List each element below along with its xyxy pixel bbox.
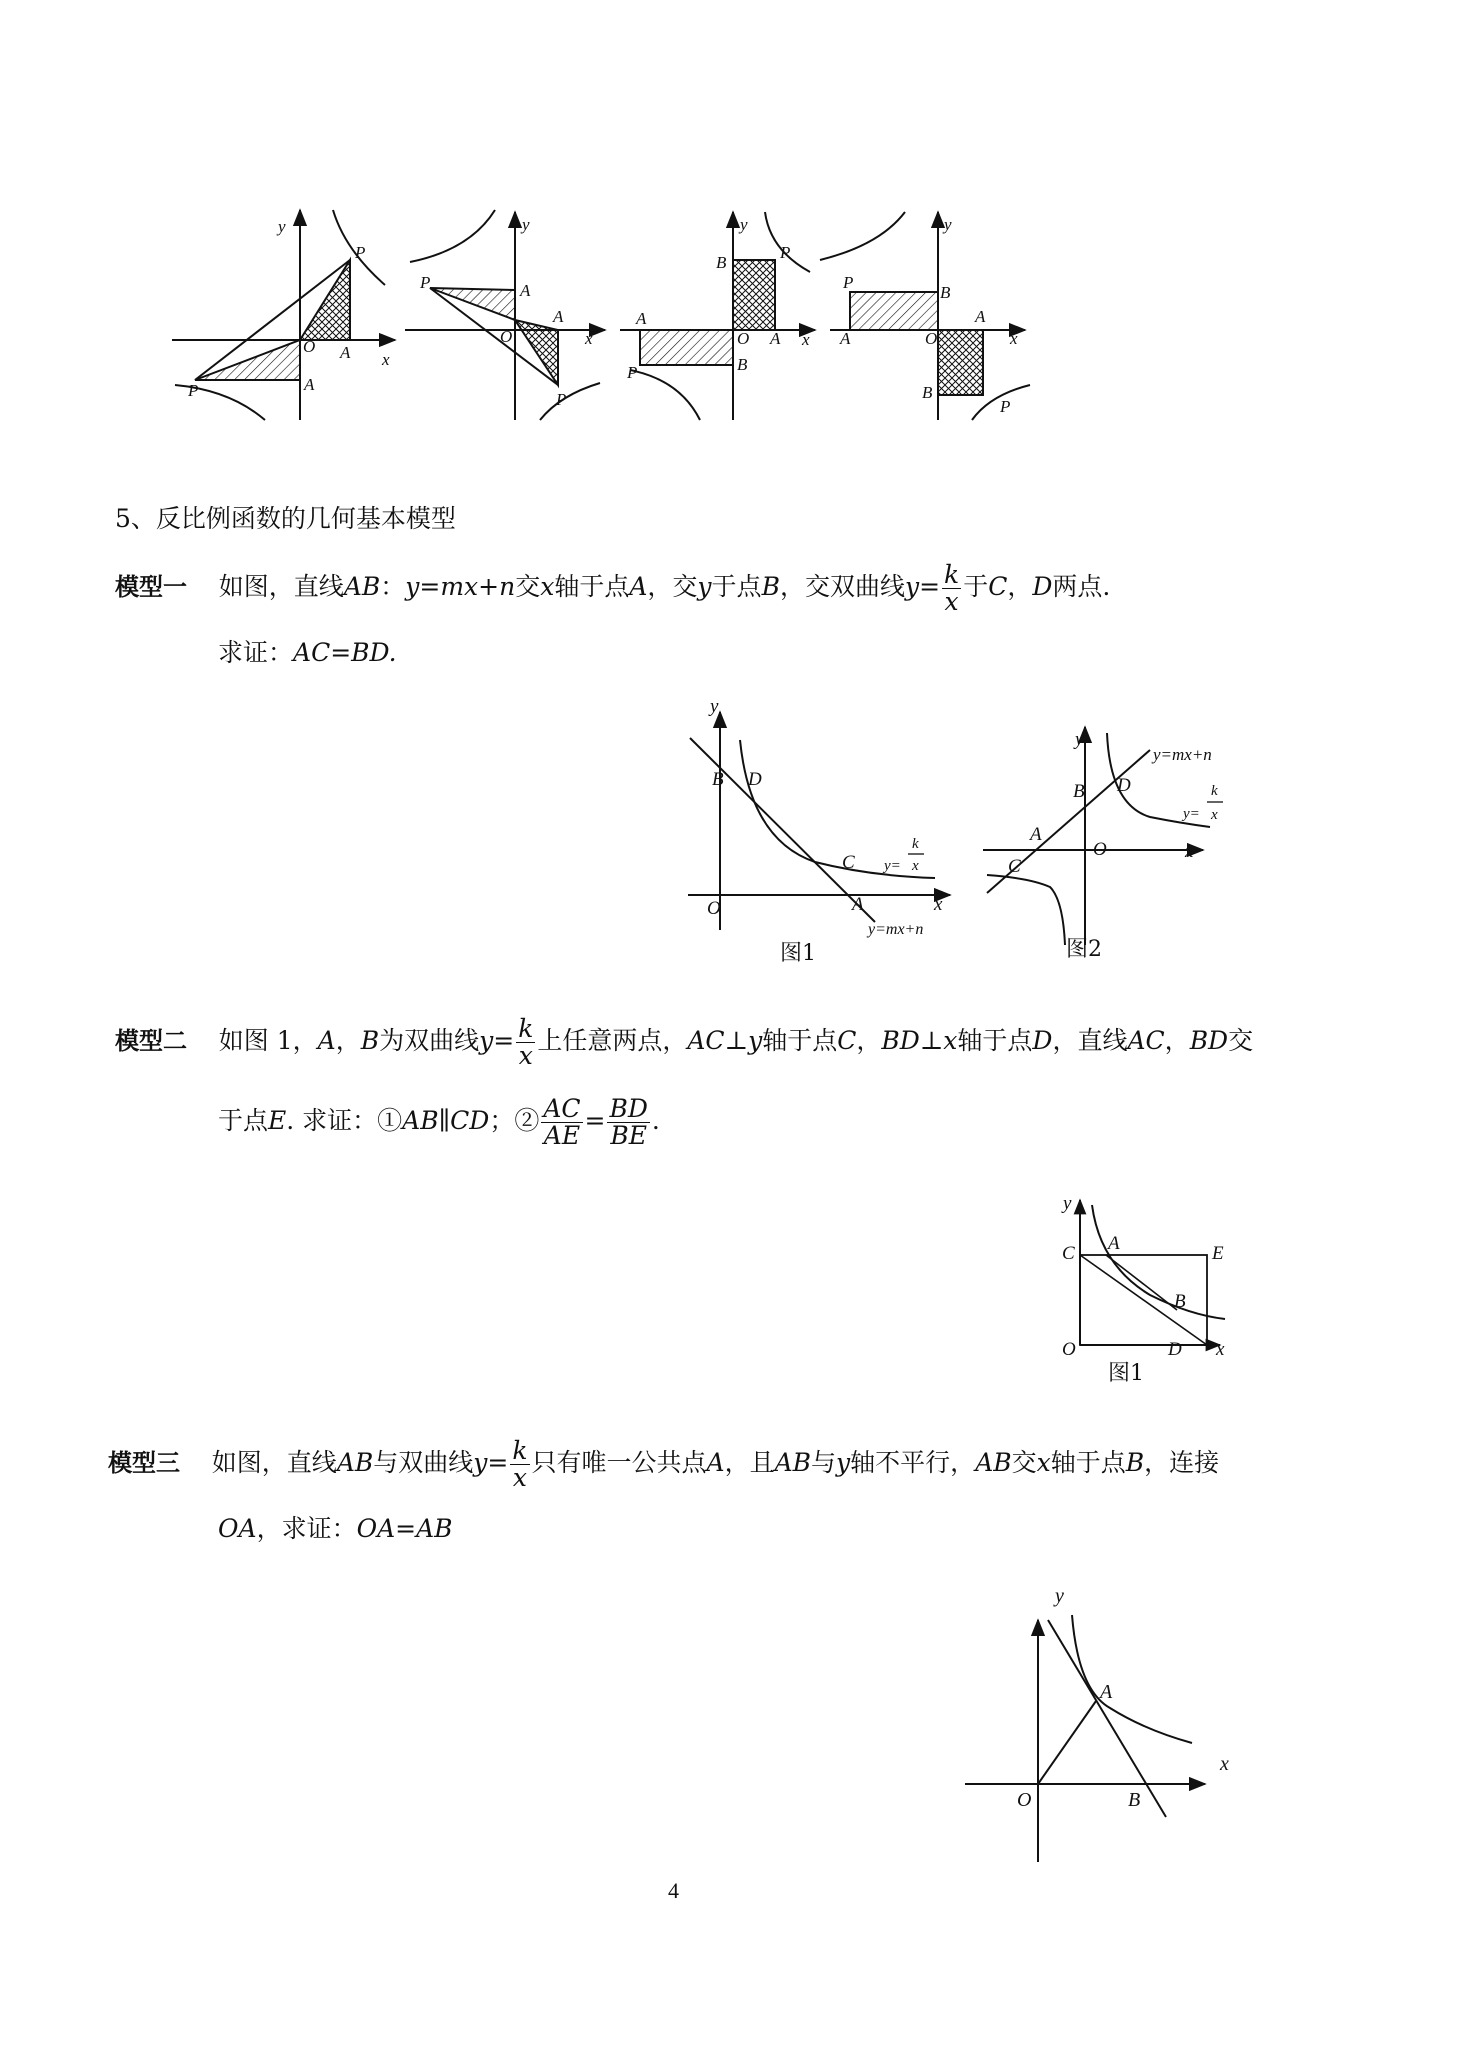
fig3-O: O bbox=[737, 329, 750, 348]
m3-text-b: 与双曲线 bbox=[373, 1448, 474, 1477]
m3-text-g: 交 bbox=[1011, 1448, 1037, 1477]
m2-text-h: 于点 bbox=[218, 1106, 269, 1135]
m2-ac: AC bbox=[1127, 1026, 1165, 1055]
m2-text-c: 上任意两点， bbox=[537, 1026, 688, 1055]
m2-text-g: 交 bbox=[1228, 1026, 1254, 1055]
m2f-c: C bbox=[1062, 1243, 1075, 1264]
m2f-a: A bbox=[1108, 1233, 1120, 1254]
m2-ac-perp: AC⊥y bbox=[687, 1026, 763, 1055]
fig3-A-left: A bbox=[636, 309, 647, 328]
m2-b: B bbox=[360, 1026, 380, 1055]
m1-fraction bbox=[942, 562, 961, 615]
m2-hyp-y: y= bbox=[479, 1026, 515, 1055]
model1-figure-1 bbox=[670, 696, 970, 970]
m3-x-den: x bbox=[512, 1463, 527, 1492]
m1f2-curve-y: y= bbox=[1183, 806, 1200, 822]
fig4-x: x bbox=[1010, 329, 1018, 348]
m1-text-d: ，交 bbox=[647, 572, 698, 601]
fig4-P-bottom: P bbox=[1000, 397, 1011, 416]
m3-text-j: ，求证： bbox=[256, 1514, 357, 1543]
m3f-x: x bbox=[1220, 1753, 1229, 1775]
m2-period: . bbox=[651, 1106, 660, 1135]
m3-text-i: ，连接 bbox=[1144, 1448, 1220, 1477]
m1-text-g: 于 bbox=[963, 572, 989, 601]
model2-fig-caption: 图1 bbox=[1108, 1361, 1144, 1386]
m3-hyp-y: y= bbox=[473, 1448, 509, 1477]
m3f-o: O bbox=[1017, 1789, 1032, 1811]
m2-comma: ， bbox=[335, 1026, 361, 1055]
fig3-y: y bbox=[740, 215, 748, 234]
m1-prove: AC=BD. bbox=[293, 638, 397, 667]
model2-prove bbox=[218, 1096, 660, 1149]
m3-x: x bbox=[1036, 1448, 1051, 1477]
model1-statement bbox=[115, 562, 1110, 615]
fig3-B-top: B bbox=[716, 253, 727, 272]
m1f1-d: D bbox=[748, 769, 762, 790]
m1-text-e: 于点 bbox=[711, 572, 762, 601]
m2-e: E bbox=[268, 1106, 287, 1135]
m2-bd: BD bbox=[1189, 1026, 1229, 1055]
m1f2-o: O bbox=[1093, 839, 1107, 860]
m1-text-a: 如图，直线 bbox=[218, 572, 344, 601]
m1f1-line-eq: y=mx+n bbox=[868, 921, 924, 938]
fig3-P-bottom: P bbox=[627, 363, 638, 382]
m3-fraction bbox=[510, 1438, 529, 1491]
m3-oa: OA bbox=[218, 1514, 257, 1543]
fig1-x: x bbox=[382, 350, 390, 369]
m3-text-c: 只有唯一公共点 bbox=[531, 1448, 707, 1477]
m3-ab2: AB bbox=[774, 1448, 812, 1477]
m1-c: C bbox=[988, 572, 1008, 601]
m1f2-a: A bbox=[1030, 824, 1042, 845]
m2-comma2: ， bbox=[856, 1026, 882, 1055]
m2-c: C bbox=[837, 1026, 857, 1055]
m2-d: D bbox=[1032, 1026, 1053, 1055]
m2-frac-bd: BD bbox=[609, 1094, 648, 1123]
fig2-P-left: P bbox=[420, 273, 431, 292]
model3-label: 模型三 bbox=[108, 1449, 180, 1477]
fig3-B-bottom: B bbox=[737, 355, 748, 374]
fig4-O: O bbox=[925, 329, 938, 348]
m3-ab3: AB bbox=[975, 1448, 1012, 1477]
m1f1-curve-k: k bbox=[912, 836, 919, 852]
m2-comma3: ， bbox=[1164, 1026, 1190, 1055]
m1f1-y: y bbox=[710, 696, 719, 717]
m2f-d: D bbox=[1168, 1339, 1182, 1360]
m1-eq: y=mx+n bbox=[405, 572, 516, 601]
m3-ab: AB bbox=[336, 1448, 374, 1477]
m1-hyp-y: y= bbox=[904, 572, 941, 601]
m3-k: k bbox=[512, 1436, 528, 1465]
page-number: 4 bbox=[668, 1878, 679, 1903]
m2-text-d: 轴于点 bbox=[762, 1026, 838, 1055]
model3-figure bbox=[960, 1580, 1250, 1870]
fig1-A-y: A bbox=[304, 375, 315, 394]
model2-figure bbox=[1050, 1195, 1240, 1365]
m3-text-e: 与 bbox=[811, 1448, 837, 1477]
fig1-y: y bbox=[278, 217, 286, 236]
model3-prove bbox=[218, 1512, 453, 1546]
fig1-O: O bbox=[303, 337, 316, 356]
m2-text-f: ，直线 bbox=[1052, 1026, 1128, 1055]
m2-frac-be: BE bbox=[610, 1121, 647, 1150]
m2-equals: = bbox=[584, 1106, 606, 1135]
m1-text-c: 轴于点 bbox=[554, 572, 630, 601]
fig3-A-right: A bbox=[770, 329, 781, 348]
m1f2-x: x bbox=[1185, 841, 1194, 862]
m1-y: y bbox=[697, 572, 712, 601]
m3-a: A bbox=[706, 1448, 725, 1477]
m1-x-den: x bbox=[944, 587, 959, 616]
m2-frac-ae: AE bbox=[543, 1121, 581, 1150]
m1f2-curve-k: k bbox=[1211, 783, 1218, 799]
m3-text-h: 轴于点 bbox=[1050, 1448, 1126, 1477]
fig3-x: x bbox=[802, 330, 810, 349]
fig2-x: x bbox=[585, 329, 593, 348]
model2-statement bbox=[115, 1016, 1253, 1069]
fig4-A-left: A bbox=[840, 329, 851, 348]
m1f2-b: B bbox=[1073, 781, 1085, 802]
fig4-y: y bbox=[944, 215, 952, 234]
m1f2-line-eq: y=mx+n bbox=[1153, 745, 1212, 764]
m2-fraction-k bbox=[516, 1016, 535, 1069]
m3f-b: B bbox=[1128, 1789, 1141, 1811]
m2-parallel: AB∥CD bbox=[402, 1106, 490, 1135]
m2-bd-perp: BD⊥x bbox=[881, 1026, 958, 1055]
m1-x: x bbox=[540, 572, 555, 601]
m1-point-a: A bbox=[629, 572, 648, 601]
m2-frac-ac: AC bbox=[543, 1094, 581, 1123]
model1-label: 模型一 bbox=[115, 573, 187, 601]
m2-text-b: 为双曲线 bbox=[379, 1026, 480, 1055]
m1-text-b: 交 bbox=[515, 572, 541, 601]
m1-comma: ， bbox=[1007, 572, 1033, 601]
model3-statement bbox=[108, 1438, 1219, 1491]
m1-prove-label: 求证： bbox=[218, 638, 294, 667]
fig3-P-top: P bbox=[780, 243, 791, 262]
m2f-b: B bbox=[1174, 1291, 1186, 1312]
m1f2-d: D bbox=[1117, 775, 1131, 796]
m1f2-curve-x: x bbox=[1211, 807, 1218, 823]
model1-prove bbox=[218, 636, 397, 670]
fig4-B-bottom: B bbox=[922, 383, 933, 402]
m3f-a: A bbox=[1100, 1681, 1113, 1703]
fig4-B-top: B bbox=[940, 283, 951, 302]
m2-text-a: 如图 1， bbox=[218, 1026, 318, 1055]
model1-fig1-caption: 图1 bbox=[780, 941, 816, 966]
m2-x-den: x bbox=[518, 1041, 533, 1070]
top-figures bbox=[0, 0, 1466, 460]
m1-ab: AB bbox=[343, 572, 381, 601]
m1-d: D bbox=[1032, 572, 1053, 601]
fig2-A-upper: A bbox=[520, 281, 531, 300]
m1f1-curve-y: y= bbox=[884, 858, 901, 874]
fig4-A-right: A bbox=[975, 307, 986, 326]
m3-b: B bbox=[1125, 1448, 1145, 1477]
model2-label: 模型二 bbox=[115, 1027, 187, 1055]
m3-text-d: ，且 bbox=[724, 1448, 775, 1477]
m1f1-o: O bbox=[707, 898, 721, 919]
m1f1-c: C bbox=[842, 852, 855, 873]
m1f1-x: x bbox=[934, 894, 943, 915]
m1f1-a: A bbox=[852, 894, 864, 915]
m1-colon: ： bbox=[380, 572, 406, 601]
m3-text-a: 如图，直线 bbox=[211, 1448, 337, 1477]
fig1-P-top: P bbox=[355, 243, 366, 262]
m1-text-f: ，交双曲线 bbox=[779, 572, 905, 601]
m2f-x: x bbox=[1216, 1339, 1225, 1360]
section-title: 5、反比例函数的几何基本模型 bbox=[115, 504, 456, 533]
top-figure-2 bbox=[405, 210, 605, 420]
m2f-y: y bbox=[1063, 1193, 1072, 1214]
m2-fraction-left bbox=[541, 1096, 582, 1149]
fig4-P-top: P bbox=[843, 273, 854, 292]
m1-point-b: B bbox=[761, 572, 780, 601]
m1f1-b: B bbox=[712, 769, 724, 790]
m1-text-h: 两点. bbox=[1052, 572, 1111, 601]
m2-a: A bbox=[317, 1026, 336, 1055]
fig2-A-right: A bbox=[553, 307, 564, 326]
m2-text-e: 轴于点 bbox=[957, 1026, 1033, 1055]
fig2-P-bottom: P bbox=[556, 390, 567, 409]
m2-text-j: ；② bbox=[489, 1106, 540, 1135]
m2-fraction-right bbox=[607, 1096, 649, 1149]
m1-k: k bbox=[944, 560, 960, 589]
m3-prove: OA=AB bbox=[356, 1514, 453, 1543]
top-figure-1 bbox=[172, 210, 395, 420]
m2f-e: E bbox=[1212, 1243, 1224, 1264]
m1f2-c: C bbox=[1008, 856, 1021, 877]
m2f-o: O bbox=[1062, 1339, 1076, 1360]
m3f-y: y bbox=[1055, 1585, 1064, 1607]
fig2-y: y bbox=[522, 215, 530, 234]
m3-text-f: 轴不平行， bbox=[850, 1448, 976, 1477]
m1f2-y: y bbox=[1075, 729, 1084, 750]
m3-y: y bbox=[836, 1448, 851, 1477]
m2-k: k bbox=[518, 1014, 534, 1043]
fig1-P-bottom: P bbox=[188, 381, 199, 400]
fig2-O: O bbox=[500, 327, 513, 346]
fig1-A-x: A bbox=[340, 343, 351, 362]
m1f1-curve-x: x bbox=[912, 858, 919, 874]
m2-text-i: . 求证：① bbox=[286, 1106, 403, 1135]
model1-figure-2 bbox=[975, 715, 1235, 955]
model1-fig2-caption: 图2 bbox=[1066, 937, 1102, 962]
